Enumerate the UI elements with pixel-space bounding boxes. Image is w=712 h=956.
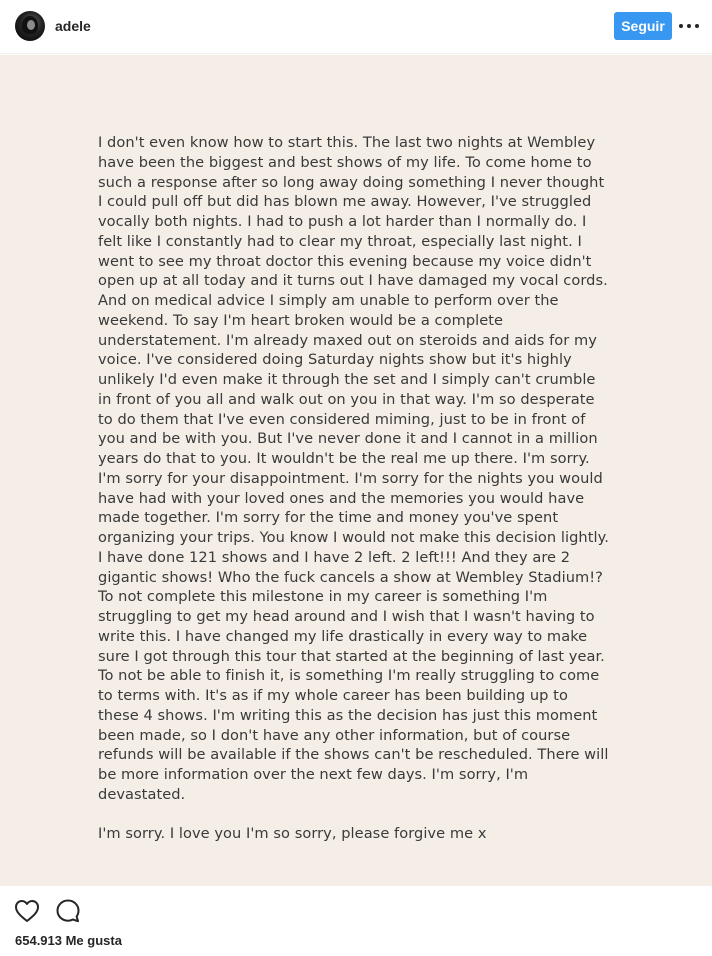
post-actions — [0, 886, 712, 956]
post-note-text — [98, 133, 613, 844]
follow-button[interactable]: Seguir — [614, 12, 672, 40]
heart-outline-icon[interactable] — [14, 899, 40, 923]
more-dot — [679, 24, 683, 28]
more-options-icon[interactable] — [679, 18, 699, 34]
username-link[interactable]: adele — [55, 18, 91, 34]
likes-count[interactable]: 654.913 Me gusta — [15, 933, 122, 948]
more-dot — [687, 24, 691, 28]
more-dot — [695, 24, 699, 28]
avatar[interactable] — [15, 11, 45, 41]
comment-bubble-icon[interactable] — [55, 898, 81, 924]
avatar-face-shape — [27, 20, 35, 30]
post-image[interactable] — [0, 55, 712, 886]
note-body: I don't even know how to start this. The last two nights at Wembley have been the biggest and best shows of my life. To come home to such a response after so long away doing something I never thought I could pull off but did has blown me away. However, I've struggled vocally both nights. I had to push a lot harder than I normally do. I felt like I constantly had to clear my throat, especially last night. I went to see my throat doctor this evening because my voice didn't open up at all today and it turns out I have damaged my vocal cords. And on medical advice I simply am unable to perform over the weekend. To say I'm heart broken would be a complete understatement. I'm already maxed out on steroids and aids for my voice. I've considered doing Saturday nights show but it's highly unlikely I'd even make it through the set and I simply can't crumble in front of you all and walk out on you in that way. I'm so desperate to do them that I've even considered miming, just to be in front of you and be with you. But I've never done it and I cannot in a million years do that to you. It wouldn't be the real me up there. I'm sorry. I'm sorry for your disappointment. I'm sorry for the nights you would have had with your loved ones and the memories you would have made together. I'm sorry for the time and money you've spent organizing your trips. You know I would not make this decision lightly. I have done 121 shows and I have 2 left. 2 left!!! And they are 2 gigantic shows! Who the fuck cancels a show at Wembley Stadium!? To not complete this milestone in my career is something I'm struggling to get my head around and I wish that I wasn't having to write this. I have changed my life drastically in every way to make sure I got through this tour that started at the beginning of last year. To not be able to finish it, is something I'm really struggling to come to terms with. It's as if my whole career has been building up to these 4 shows. I'm writing this as the decision has just this moment been made, so I don't have any other information, but of course refunds will be available if the shows can't be rescheduled. There will be more information over the next few days. I'm sorry, I'm devastated. — [98, 134, 609, 803]
note-closing: I'm sorry. I love you I'm so sorry, please forgive me x — [98, 825, 487, 842]
post-header — [0, 0, 712, 54]
